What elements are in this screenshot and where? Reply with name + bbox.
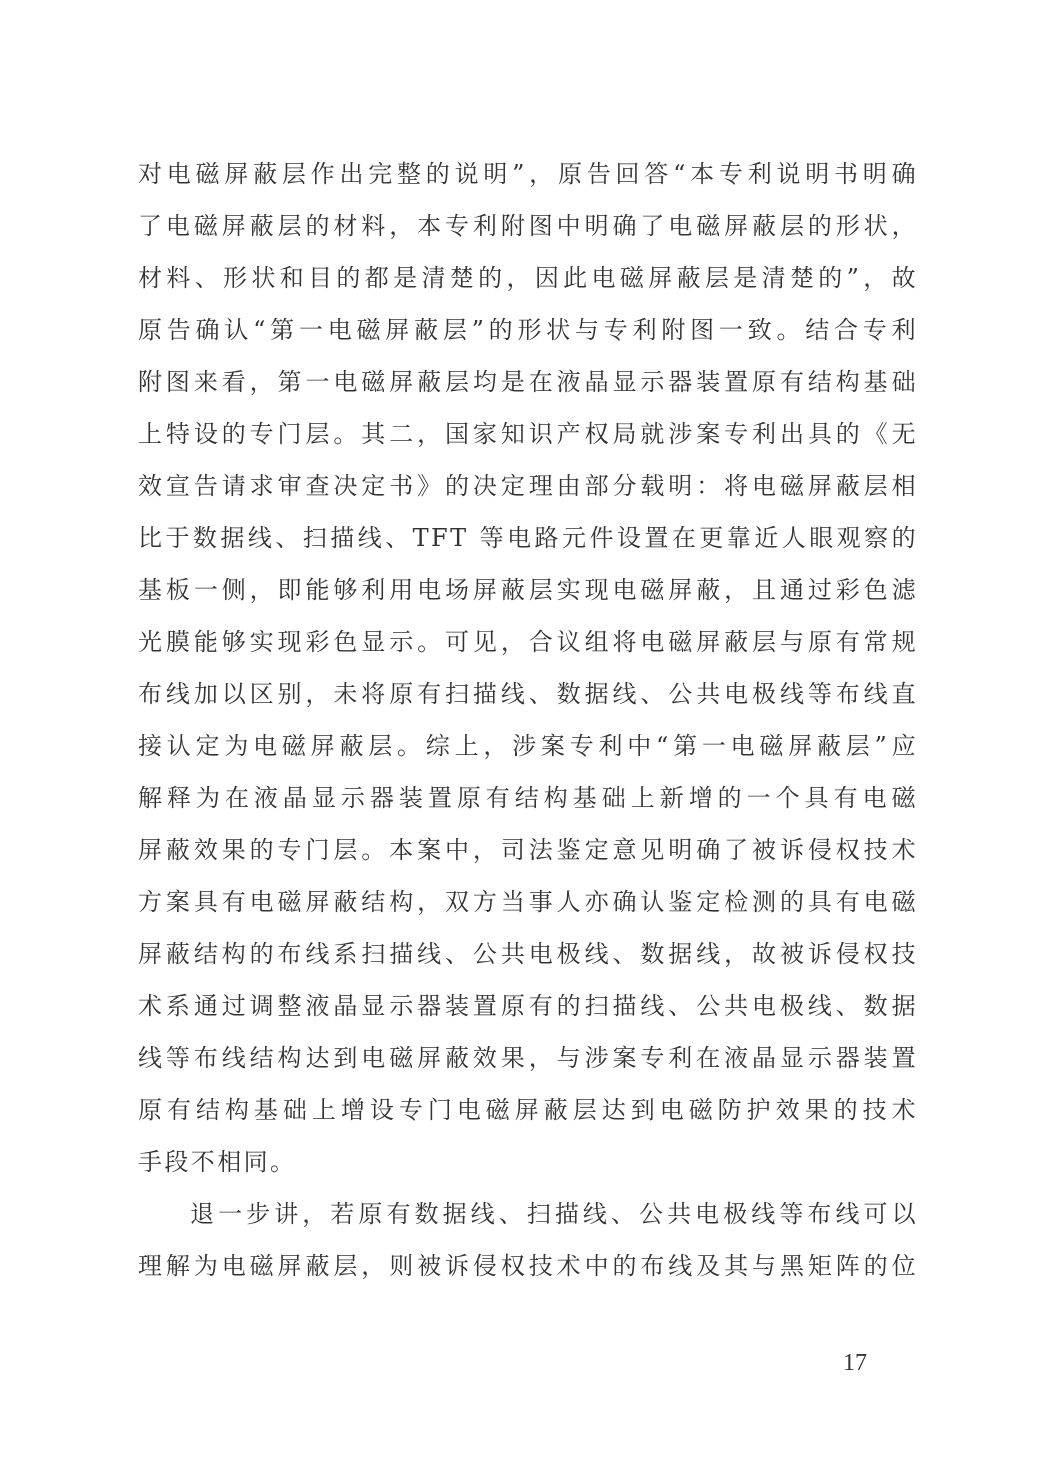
text-line: 比于数据线、扫描线、TFT 等电路元件设置在更靠近人眼观察的 xyxy=(138,524,918,552)
text-line: 了电磁屏蔽层的材料，本专利附图中明确了电磁屏蔽层的形状， xyxy=(138,212,918,240)
page-number: 17 xyxy=(843,1350,867,1376)
text-line: 理解为电磁屏蔽层，则被诉侵权技术中的布线及其与黑矩阵的位 xyxy=(138,1252,918,1280)
text-line: 屏蔽效果的专门层。本案中，司法鉴定意见明确了被诉侵权技术 xyxy=(138,836,918,864)
text-line: 原告确认“第一电磁屏蔽层”的形状与专利附图一致。结合专利 xyxy=(138,316,918,344)
paragraph-end-line: 手段不相同。 xyxy=(138,1148,297,1176)
text-line: 术系通过调整液晶显示器装置原有的扫描线、公共电极线、数据 xyxy=(138,992,918,1020)
text-line: 光膜能够实现彩色显示。可见，合议组将电磁屏蔽层与原有常规 xyxy=(138,628,918,656)
text-line: 对电磁屏蔽层作出完整的说明”，原告回答“本专利说明书明确 xyxy=(138,160,918,188)
text-line: 材料、形状和目的都是清楚的，因此电磁屏蔽层是清楚的”，故 xyxy=(138,264,918,292)
text-line: 上特设的专门层。其二，国家知识产权局就涉案专利出具的《无 xyxy=(138,420,918,448)
text-line: 基板一侧，即能够利用电场屏蔽层实现电磁屏蔽，且通过彩色滤 xyxy=(138,576,918,604)
text-line: 布线加以区别，未将原有扫描线、数据线、公共电极线等布线直 xyxy=(138,680,918,708)
paragraph-start-line: 退一步讲，若原有数据线、扫描线、公共电极线等布线可以 xyxy=(190,1200,918,1228)
text-line: 解释为在液晶显示器装置原有结构基础上新增的一个具有电磁 xyxy=(138,784,918,812)
text-line: 原有结构基础上增设专门电磁屏蔽层达到电磁防护效果的技术 xyxy=(138,1096,918,1124)
text-line: 效宣告请求审查决定书》的决定理由部分载明：将电磁屏蔽层相 xyxy=(138,472,918,500)
text-line: 接认定为电磁屏蔽层。综上，涉案专利中“第一电磁屏蔽层”应 xyxy=(138,732,918,760)
text-line: 线等布线结构达到电磁屏蔽效果，与涉案专利在液晶显示器装置 xyxy=(138,1044,918,1072)
text-line: 屏蔽结构的布线系扫描线、公共电极线、数据线，故被诉侵权技 xyxy=(138,940,918,968)
text-line: 方案具有电磁屏蔽结构，双方当事人亦确认鉴定检测的具有电磁 xyxy=(138,888,918,916)
text-line: 附图来看，第一电磁屏蔽层均是在液晶显示器装置原有结构基础 xyxy=(138,368,918,396)
body-text xyxy=(138,148,918,1292)
